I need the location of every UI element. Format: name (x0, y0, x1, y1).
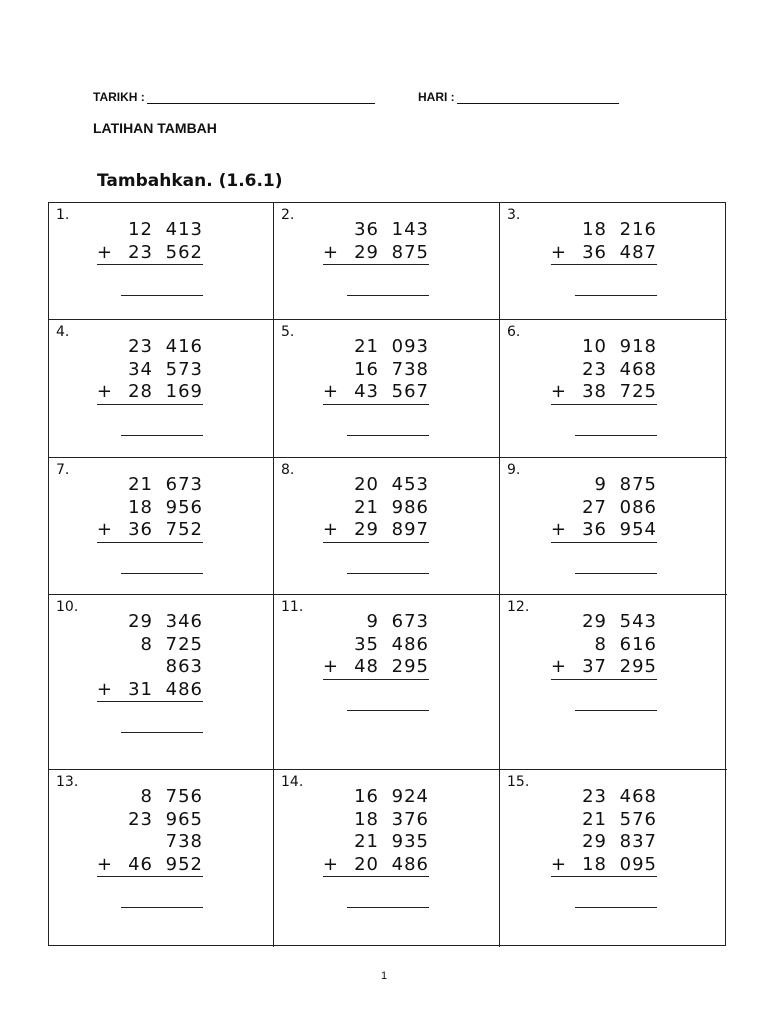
addend-row (97, 519, 203, 543)
addition-problem (323, 336, 429, 436)
addend-row (551, 831, 657, 854)
addend-thousands: 23 (582, 358, 607, 380)
addend-thousands: 48 (354, 656, 379, 677)
problem-cell (274, 770, 500, 947)
plus-sign: + (550, 241, 567, 263)
plus-sign: + (550, 853, 567, 875)
problem-cell (49, 595, 274, 770)
addend-thousands: 27 (582, 496, 607, 518)
addend-row (323, 656, 429, 680)
addend-units: 169 (165, 381, 203, 402)
addend-units: 573 (165, 358, 203, 380)
addend-thousands: 20 (354, 853, 379, 875)
addend-units: 752 (165, 519, 203, 540)
addend-row (323, 854, 429, 878)
plus-sign: + (550, 656, 567, 677)
addend-units: 486 (391, 853, 429, 875)
plus-sign: + (322, 853, 339, 875)
addend-units: 487 (619, 241, 657, 263)
problem-grid (48, 202, 726, 946)
addition-problem (97, 219, 203, 296)
addend-thousands: 29 (354, 241, 379, 263)
addend-units: 468 (619, 786, 657, 807)
addend-row (551, 242, 657, 266)
problem-number: 14. (281, 774, 304, 790)
answer-blank[interactable] (121, 417, 203, 436)
answer-blank[interactable] (347, 417, 429, 436)
problem-number: 15. (507, 774, 530, 790)
addend-units: 295 (391, 656, 429, 677)
addend-thousands: 21 (354, 336, 379, 357)
addend-thousands: 31 (128, 678, 153, 700)
addend-thousands: 9 (594, 474, 607, 495)
addend-units: 956 (165, 496, 203, 518)
addend-units: 567 (391, 381, 429, 402)
addition-problem (551, 786, 657, 908)
day-label: HARI : (418, 90, 455, 104)
answer-blank[interactable] (575, 889, 657, 908)
addend-units: 095 (619, 853, 657, 875)
problem-number: 3. (507, 207, 521, 223)
addend-units: 346 (165, 611, 203, 632)
plus-sign: + (550, 381, 567, 402)
addend-row (551, 809, 657, 832)
problem-cell (500, 595, 727, 770)
addend-thousands: 18 (128, 496, 153, 518)
addition-problem (323, 219, 429, 296)
addend-row (323, 634, 429, 657)
problem-cell (49, 320, 274, 458)
addend-row (323, 474, 429, 497)
addend-thousands: 10 (582, 336, 607, 357)
addend-row (97, 679, 203, 703)
problem-number: 10. (56, 599, 79, 615)
addend-units: 562 (165, 241, 203, 263)
plus-sign: + (322, 381, 339, 402)
addition-problem (97, 474, 203, 574)
addend-thousands: 36 (582, 519, 607, 540)
plus-sign: + (96, 519, 113, 540)
addend-units: 986 (391, 496, 429, 518)
problem-number: 11. (281, 599, 304, 615)
addend-units: 756 (165, 786, 203, 807)
problem-number: 6. (507, 324, 521, 340)
addend-units: 965 (165, 808, 203, 830)
addend-thousands: 18 (354, 808, 379, 830)
addend-row (323, 611, 429, 634)
addend-thousands: 29 (582, 611, 607, 632)
plus-sign: + (322, 656, 339, 677)
answer-blank[interactable] (121, 277, 203, 296)
addend-thousands: 23 (128, 336, 153, 357)
addend-thousands: 8 (140, 786, 153, 807)
addend-row (323, 336, 429, 359)
addend-row (323, 831, 429, 854)
addend-thousands: 9 (366, 611, 379, 632)
plus-sign: + (96, 381, 113, 402)
answer-blank[interactable] (347, 555, 429, 574)
addend-thousands: 8 (140, 633, 153, 655)
addend-thousands: 29 (128, 611, 153, 632)
answer-blank[interactable] (575, 692, 657, 711)
problem-number: 5. (281, 324, 295, 340)
addend-thousands: 20 (354, 474, 379, 495)
plus-sign: + (322, 241, 339, 263)
addend-thousands: 21 (354, 831, 379, 852)
addend-row (551, 336, 657, 359)
date-field (93, 90, 375, 104)
problem-number: 9. (507, 462, 521, 478)
plus-sign: + (322, 519, 339, 540)
addend-thousands: 46 (128, 853, 153, 875)
addend-row (551, 611, 657, 634)
addend-row (97, 831, 203, 854)
addend-row (323, 219, 429, 242)
answer-blank[interactable] (347, 889, 429, 908)
answer-blank[interactable] (347, 692, 429, 711)
addition-problem (551, 611, 657, 711)
addend-row (551, 381, 657, 405)
addend-thousands: 36 (582, 241, 607, 263)
addend-row (323, 497, 429, 520)
addition-problem (97, 611, 203, 733)
addend-row (97, 219, 203, 242)
problem-cell (49, 770, 274, 947)
sheet-title: LATIHAN TAMBAH (93, 120, 217, 136)
addend-thousands: 21 (582, 808, 607, 830)
addend-row (323, 242, 429, 266)
day-blank[interactable] (457, 91, 619, 104)
addend-thousands: 38 (582, 381, 607, 402)
addition-problem (323, 786, 429, 908)
addend-units: 093 (391, 336, 429, 357)
problem-number: 12. (507, 599, 530, 615)
addend-thousands: 23 (128, 241, 153, 263)
problem-number: 1. (56, 207, 70, 223)
addend-units: 673 (391, 611, 429, 632)
addend-units: 543 (619, 611, 657, 632)
addend-units: 725 (619, 381, 657, 402)
answer-blank[interactable] (121, 889, 203, 908)
addend-row (323, 519, 429, 543)
plus-sign: + (96, 678, 113, 700)
addend-units: 863 (165, 656, 203, 677)
addend-units: 216 (619, 219, 657, 240)
addend-units: 376 (391, 808, 429, 830)
day-field (418, 90, 619, 104)
addend-row (97, 854, 203, 878)
addend-row (97, 786, 203, 809)
addition-problem (97, 336, 203, 436)
problem-number: 8. (281, 462, 295, 478)
addend-units: 086 (619, 496, 657, 518)
addend-units: 486 (165, 678, 203, 700)
addend-units: 935 (391, 831, 429, 852)
answer-blank[interactable] (575, 417, 657, 436)
addend-units: 897 (391, 519, 429, 540)
addend-row (551, 854, 657, 878)
addend-thousands: 16 (354, 358, 379, 380)
addend-thousands: 16 (354, 786, 379, 807)
problem-cell (500, 458, 727, 595)
answer-blank[interactable] (575, 555, 657, 574)
addend-units: 576 (619, 808, 657, 830)
addend-row (551, 474, 657, 497)
addend-thousands: 23 (582, 786, 607, 807)
addition-problem (551, 474, 657, 574)
addend-thousands: 8 (594, 633, 607, 655)
problem-cell (500, 770, 727, 947)
addend-units: 875 (391, 241, 429, 263)
addend-row (323, 786, 429, 809)
problem-cell (500, 203, 727, 320)
addend-row (97, 336, 203, 359)
plus-sign: + (550, 519, 567, 540)
addend-units: 738 (165, 831, 203, 852)
addend-row (97, 381, 203, 405)
addend-thousands: 36 (354, 219, 379, 240)
addend-units: 295 (619, 656, 657, 677)
addend-thousands: 18 (582, 219, 607, 240)
addend-units: 952 (165, 853, 203, 875)
answer-blank[interactable] (121, 714, 203, 733)
addend-thousands: 28 (128, 381, 153, 402)
addend-row (551, 219, 657, 242)
problem-cell (274, 458, 500, 595)
addend-units: 468 (619, 358, 657, 380)
addend-thousands: 21 (128, 474, 153, 495)
answer-blank[interactable] (121, 555, 203, 574)
addend-units: 954 (619, 519, 657, 540)
addend-units: 416 (165, 336, 203, 357)
addend-thousands: 35 (354, 633, 379, 655)
addend-row (323, 359, 429, 382)
plus-sign: + (96, 853, 113, 875)
addend-thousands: 12 (128, 219, 153, 240)
page-number: 1 (380, 970, 388, 982)
problem-cell (49, 458, 274, 595)
answer-blank[interactable] (347, 277, 429, 296)
addend-units: 918 (619, 336, 657, 357)
addition-problem (551, 219, 657, 296)
addend-row (97, 611, 203, 634)
addend-units: 616 (619, 633, 657, 655)
addend-row (97, 809, 203, 832)
addend-row (97, 497, 203, 520)
addition-problem (323, 611, 429, 711)
addition-problem (551, 336, 657, 436)
problem-number: 7. (56, 462, 70, 478)
addend-units: 143 (391, 219, 429, 240)
addend-row (97, 634, 203, 657)
addend-row (323, 809, 429, 832)
addend-thousands: 37 (582, 656, 607, 677)
addend-row (551, 656, 657, 680)
addend-thousands: 23 (128, 808, 153, 830)
addend-row (97, 656, 203, 679)
plus-sign: + (96, 241, 113, 263)
problem-cell (274, 320, 500, 458)
problem-cell (500, 320, 727, 458)
problem-number: 4. (56, 324, 70, 340)
problem-number: 2. (281, 207, 295, 223)
instruction: Tambahkan. (1.6.1) (97, 171, 283, 191)
addend-row (551, 519, 657, 543)
addend-thousands: 43 (354, 381, 379, 402)
problem-number: 13. (56, 774, 79, 790)
addend-thousands: 29 (354, 519, 379, 540)
problem-cell (274, 203, 500, 320)
addend-thousands: 18 (582, 853, 607, 875)
addend-thousands: 36 (128, 519, 153, 540)
addend-thousands: 21 (354, 496, 379, 518)
addend-units: 673 (165, 474, 203, 495)
problem-cell (49, 203, 274, 320)
addend-thousands: 34 (128, 358, 153, 380)
addend-units: 413 (165, 219, 203, 240)
addition-problem (97, 786, 203, 908)
addend-units: 837 (619, 831, 657, 852)
addend-thousands: 29 (582, 831, 607, 852)
addend-units: 725 (165, 633, 203, 655)
addend-units: 924 (391, 786, 429, 807)
addend-row (97, 242, 203, 266)
addend-row (323, 381, 429, 405)
date-blank[interactable] (147, 91, 375, 104)
problem-cell (274, 595, 500, 770)
date-label: TARIKH : (93, 90, 145, 104)
addend-row (551, 786, 657, 809)
addend-row (97, 474, 203, 497)
addend-row (551, 497, 657, 520)
addend-row (551, 634, 657, 657)
addend-units: 875 (619, 474, 657, 495)
addend-row (97, 359, 203, 382)
addition-problem (323, 474, 429, 574)
addend-units: 738 (391, 358, 429, 380)
answer-blank[interactable] (575, 277, 657, 296)
addend-units: 486 (391, 633, 429, 655)
addend-units: 453 (391, 474, 429, 495)
addend-row (551, 359, 657, 382)
